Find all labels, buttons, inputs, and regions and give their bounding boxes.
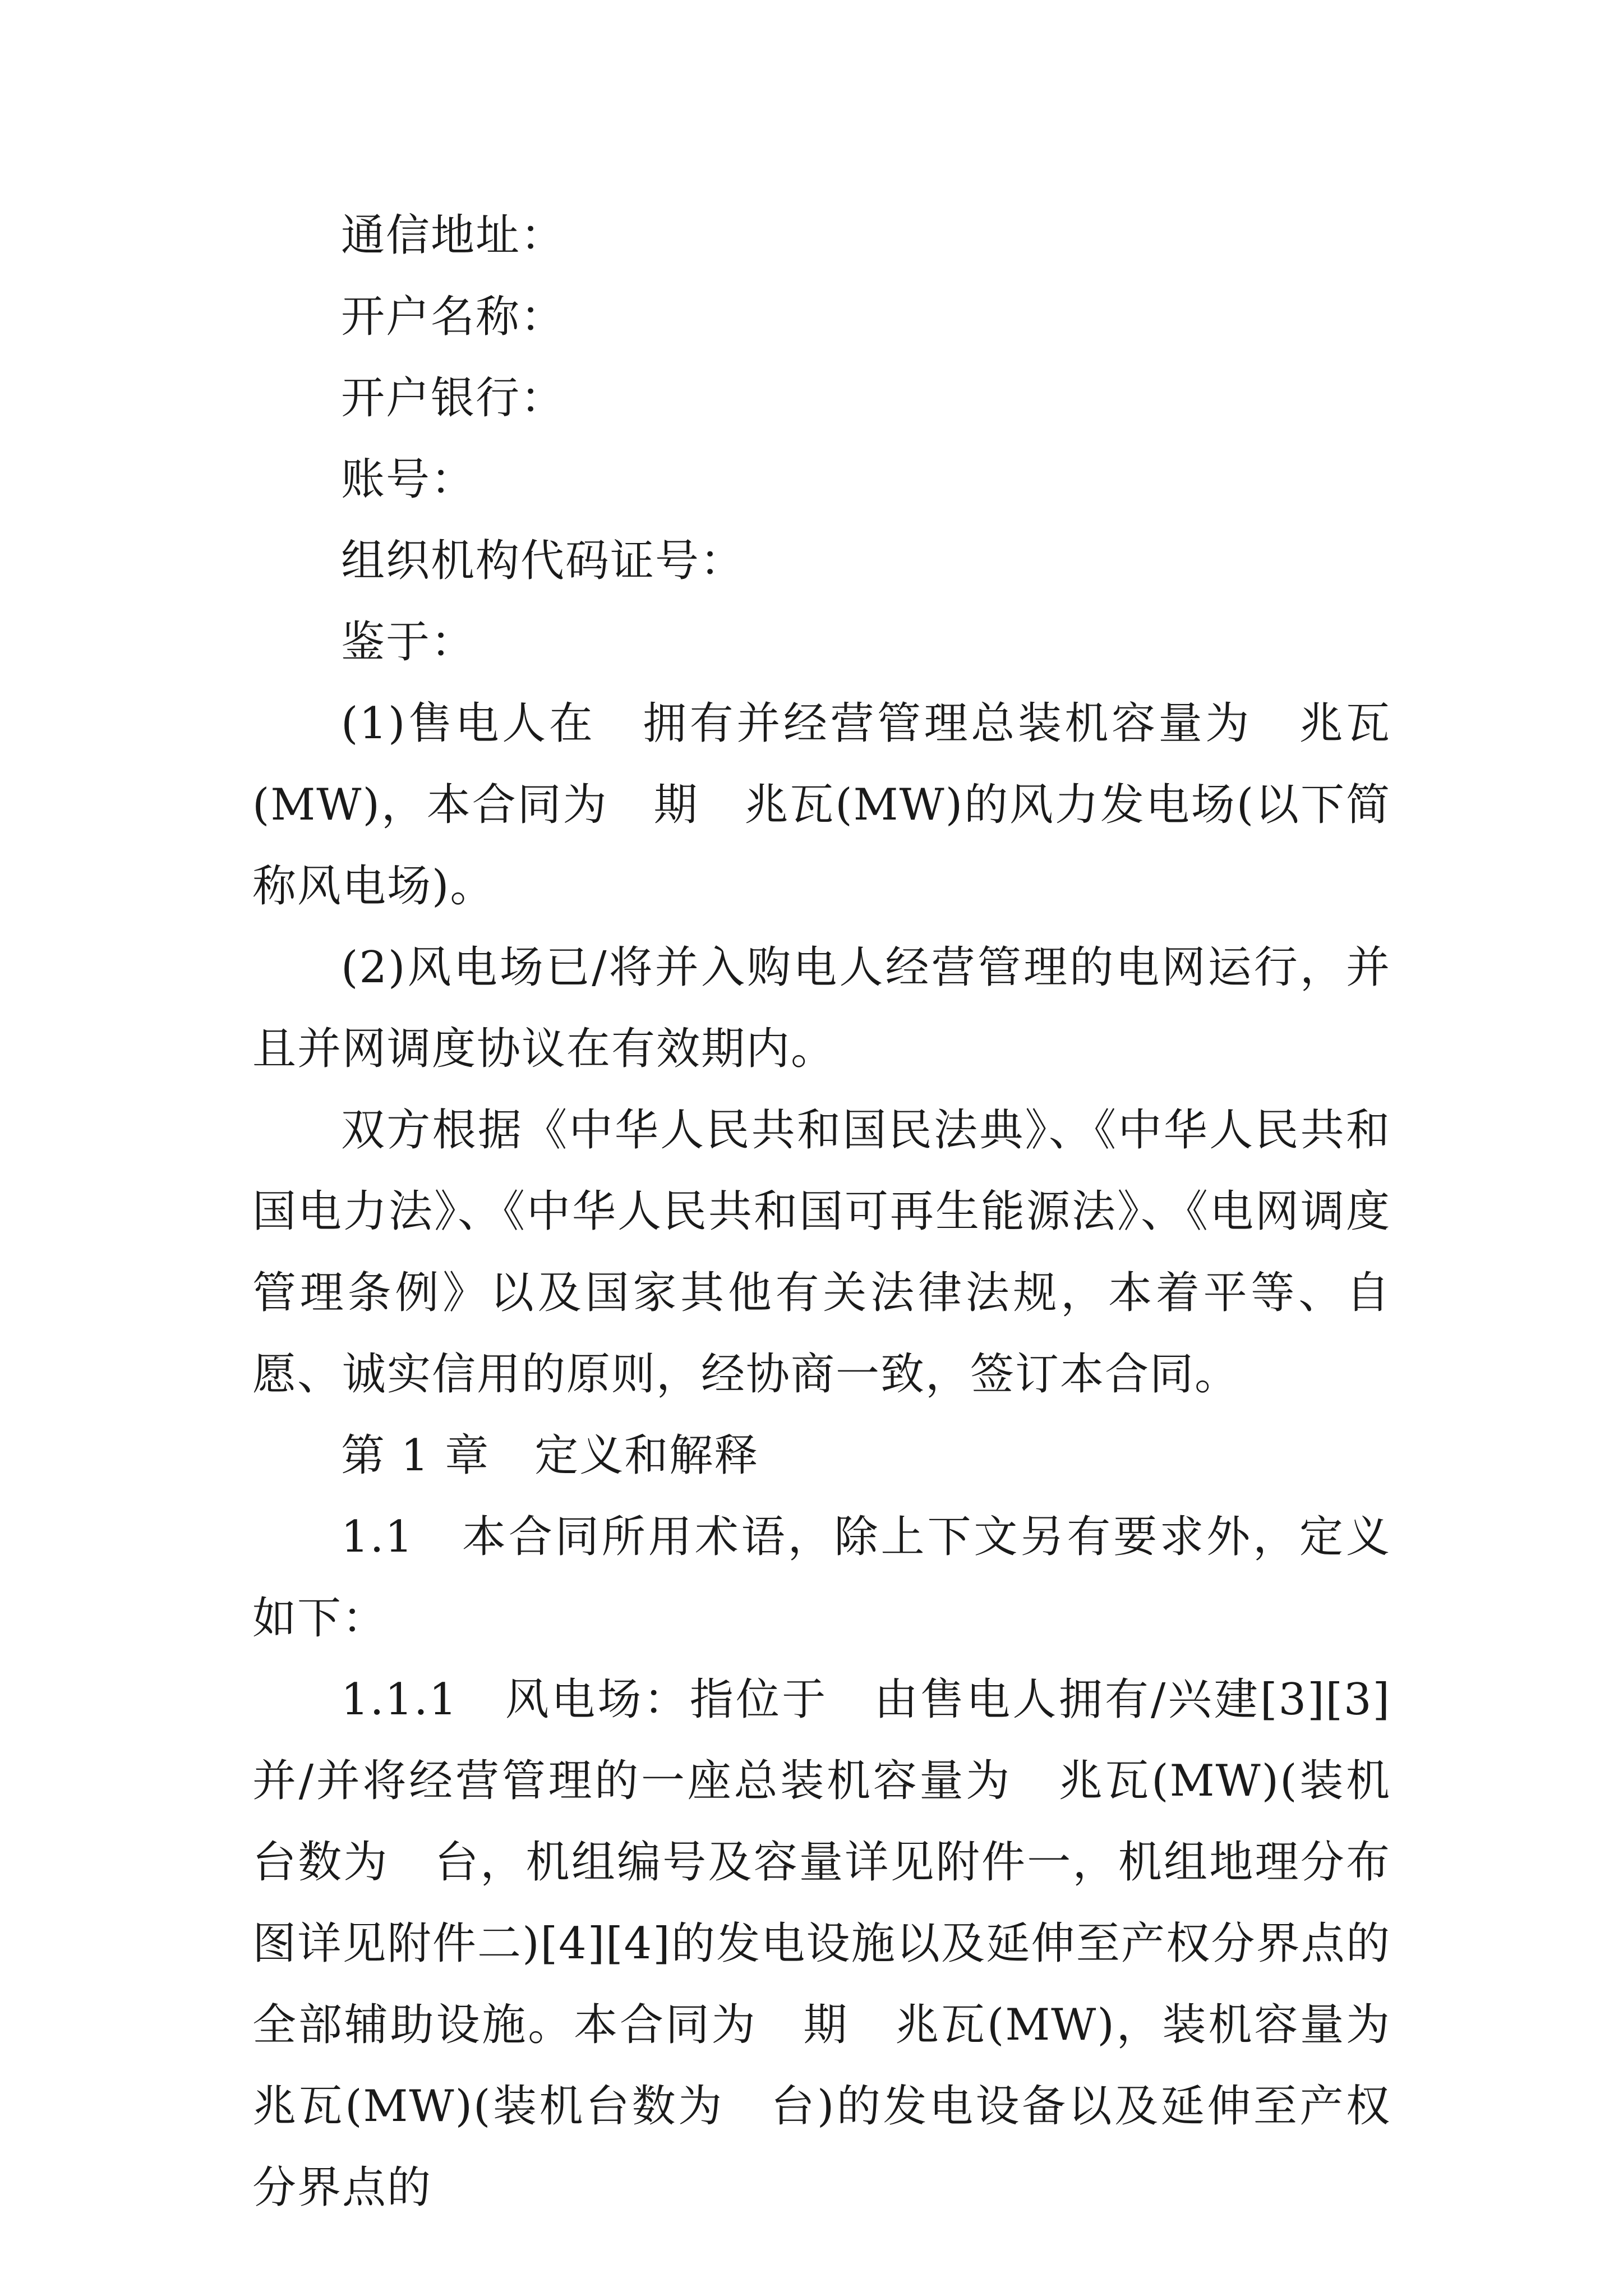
document-body — [252, 195, 1436, 2229]
field-mailing-address: 通信地址： — [341, 210, 566, 261]
field-bank: 开户银行： — [341, 373, 566, 424]
legal-basis-paragraph: 双方根据《中华人民共和国民法典》、《中华人民共和国电力法》、《中华人民共和国可再生能源法》、《电网调度管理条例》以及国家其他有关法律法规，本着平等、自愿、诚实信用的原则，经协商一致，签订本合同。 — [252, 1105, 1391, 1400]
whereas-clause-1: (1)售电人在 拥有并经营管理总装机容量为 兆瓦(MW)，本合同为 期 兆瓦(MW)的风力发电场(以下简称风电场)。 — [252, 698, 1391, 912]
clause-1-1-1: 1.1.1 风电场：指位于 由售电人拥有/兴建[3][3]并/并将经营管理的一座总装机容量为 兆瓦(MW)(装机台数为 台，机组编号及容量详见附件一，机组地理分布图详见附件二)[4][4]的发电设施以及延伸至产权分界点的全部辅助设施。本合同为 期 兆瓦(MW)，装机容量为 兆瓦(MW)(装机台数为 台)的发电设备以及延伸至产权分界点的 — [252, 1674, 1436, 2213]
field-account-name: 开户名称： — [341, 292, 566, 342]
chapter-1-heading: 第 1 章 定义和解释 — [341, 1430, 759, 1481]
whereas-clause-2: (2)风电场已/将并入购电人经营管理的电网运行，并且并网调度协议在有效期内。 — [252, 942, 1391, 1074]
whereas-heading: 鉴于： — [341, 617, 476, 668]
clause-1-1: 1.1 本合同所用术语，除上下文另有要求外，定义如下： — [252, 1512, 1391, 1644]
field-organization-code: 组织机构代码证号： — [341, 536, 745, 586]
field-account-number: 账号： — [341, 454, 476, 505]
